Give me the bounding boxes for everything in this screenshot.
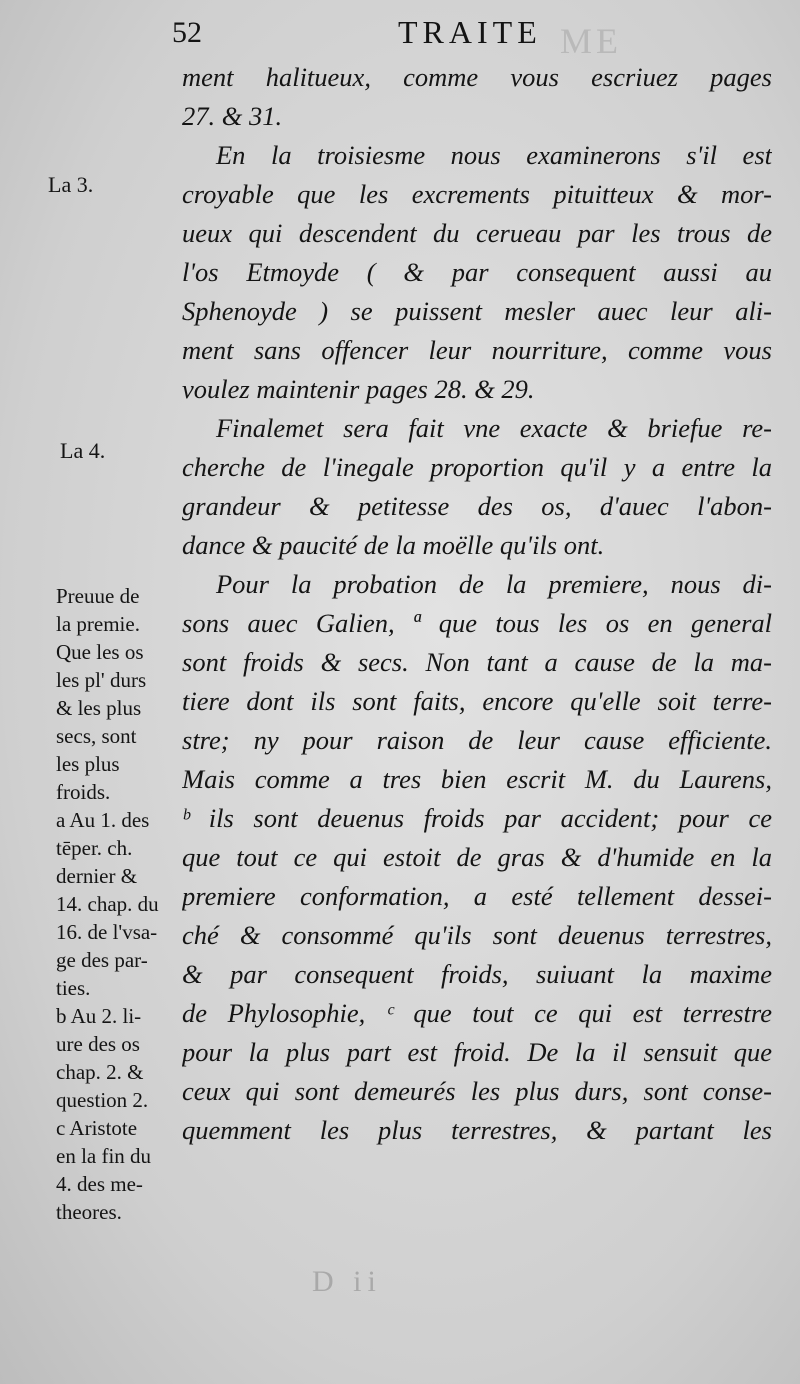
page-number: 52 (172, 16, 202, 49)
sidenote-line: & les plus (56, 696, 142, 720)
text-line: croyable que les excrements pituitteux & mor- (182, 179, 772, 209)
text-line: l'os Etmoyde ( & par consequent aussi au (182, 257, 772, 287)
text-line: stre; ny pour raison de leur cause efficiente. (182, 725, 772, 755)
sidenote-line: a Au 1. des (56, 808, 150, 832)
text-line: voulez maintenir pages 28. & 29. (182, 374, 535, 404)
text-line: ueux qui descendent du cerueau par les trous de (182, 218, 772, 248)
side-notes (56, 582, 186, 1226)
sidenote-line: ge des par- (56, 948, 148, 972)
sidenote-line: secs, sont (56, 724, 137, 748)
sidenote-line: theores. (56, 1200, 122, 1224)
margin-label-3: La 3. (48, 172, 94, 197)
text-line: ceux qui sont demeurés les plus durs, sont conse- (182, 1076, 772, 1106)
sidenote-line: la premie. (56, 612, 140, 636)
sidenote-line: les pl' durs (56, 668, 147, 692)
margin-label-4: La 4. (60, 438, 106, 463)
text-line: grandeur & petitesse des os, d'auec l'abon- (182, 491, 772, 521)
text-line: premiere conformation, a esté tellement dessei- (182, 881, 772, 911)
sidenote-line: tēper. ch. (56, 836, 133, 860)
sidenote-line: froids. (56, 780, 111, 804)
sidenote-line: dernier & (56, 864, 138, 888)
text-line: 27. & 31. (182, 101, 283, 131)
text-line: ment halitueux, comme vous escriuez pages (182, 62, 772, 92)
signature-mark: D ii (312, 1265, 382, 1298)
sidenote-line: ure des os (56, 1032, 140, 1056)
text-line: sons auec Galien, ª que tous les os en general (182, 608, 772, 638)
text-line: tiere dont ils sont faits, encore qu'elle soit terre- (182, 686, 772, 716)
text-line: Sphenoyde ) se puissent mesler auec leur ali- (182, 296, 772, 326)
sidenote-line: Que les os (56, 640, 144, 664)
text-line: de Phylosophie, ᶜ que tout ce qui est terrestre (182, 998, 772, 1028)
sidenote-line: 14. chap. du (56, 892, 159, 916)
main-text-column (182, 58, 772, 1150)
sidenote-line: question 2. (56, 1088, 149, 1112)
sidenote-line: les plus (56, 752, 120, 776)
text-line: Finalemet sera fait vne exacte & briefue re- (216, 413, 772, 443)
text-line: Pour la probation de la premiere, nous di- (216, 569, 772, 599)
text-line: ment sans offencer leur nourriture, comme vous (182, 335, 772, 365)
text-line: quemment les plus terrestres, & partant les (182, 1115, 772, 1145)
sidenote-line: 4. des me- (56, 1172, 143, 1196)
text-line: sont froids & secs. Non tant a cause de la ma- (182, 647, 772, 677)
sidenote-line: ties. (56, 976, 91, 1000)
sidenote-line: c Aristote (56, 1116, 138, 1140)
text-line: Mais comme a tres bien escrit M. du Laurens, (182, 764, 772, 794)
text-line: ᵇ ils sont deuenus froids par accident; pour ce (182, 803, 772, 833)
sidenote-line: 16. de l'vsa- (56, 920, 158, 944)
text-line: pour la plus part est froid. De la il sensuit que (182, 1037, 772, 1067)
sidenote-line: en la fin du (56, 1144, 152, 1168)
running-title: TRAITE (398, 14, 542, 50)
text-line: & par consequent froids, suiuant la maxime (182, 959, 772, 989)
sidenote-line: chap. 2. & (56, 1060, 144, 1084)
text-line: dance & paucité de la moëlle qu'ils ont. (182, 530, 605, 560)
text-line: ché & consommé qu'ils sont deuenus terrestres, (182, 920, 772, 950)
text-line: cherche de l'inegale proportion qu'il y a entre la (182, 452, 772, 482)
text-line: que tout ce qui estoit de gras & d'humide en la (182, 842, 772, 872)
sidenote-line: b Au 2. li- (56, 1004, 142, 1028)
text-line: En la troisiesme nous examinerons s'il est (216, 140, 772, 170)
sidenote-line: Preuue de (56, 584, 140, 608)
page-header (160, 12, 760, 52)
show-through-text: ME (560, 21, 622, 61)
